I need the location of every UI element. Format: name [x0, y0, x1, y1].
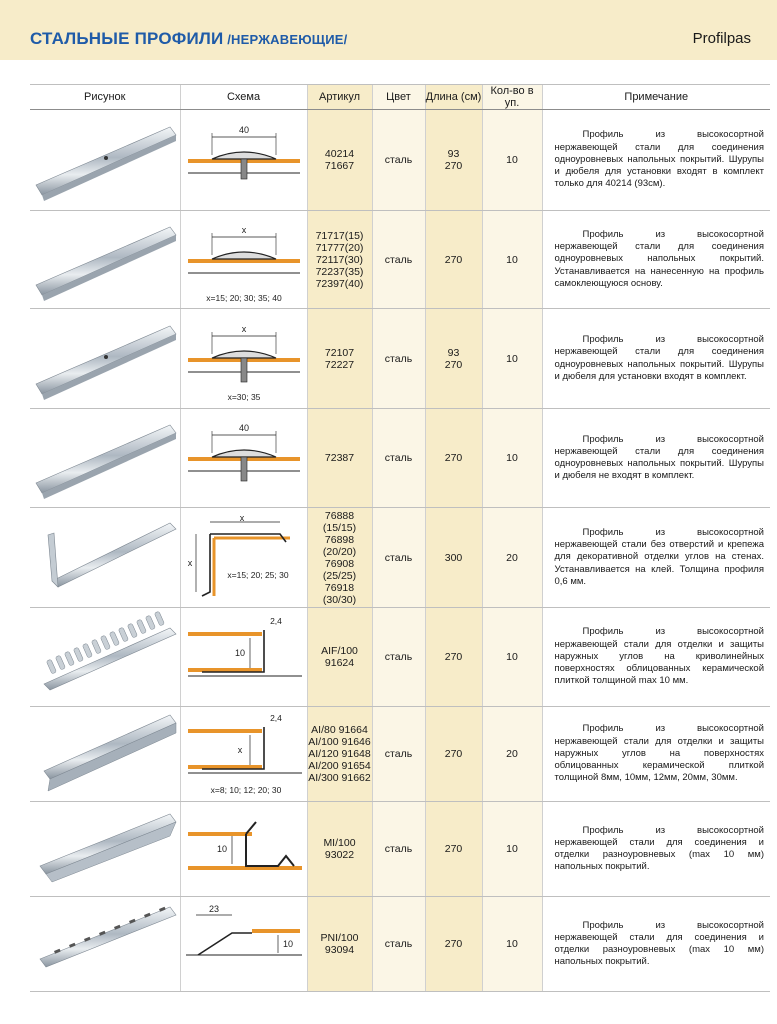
article-code: 76888 (15/15)	[322, 509, 357, 534]
note-text: Профиль из высокосортной нержавеющей стали без отверстий и крепежа для декоративной отделки углов на стенах. Устанавливается на клей. Толщина профиля 0,6 мм.	[554, 526, 764, 587]
color-cell: сталь	[372, 608, 425, 707]
article-code: PNI/100	[320, 932, 359, 944]
table-row	[30, 309, 770, 409]
length-value: 270	[444, 253, 463, 266]
length-cell	[425, 409, 482, 508]
article-code: MI/100	[323, 837, 356, 849]
header-article: Артикул	[307, 85, 372, 110]
profile-scheme	[180, 508, 307, 608]
note-cell	[542, 608, 770, 707]
svg-text:x=15; 20; 30; 35; 40: x=15; 20; 30; 35; 40	[205, 292, 282, 303]
svg-text:x=15; 20; 25; 30: x=15; 20; 25; 30	[226, 569, 289, 580]
note-text: Профиль из высокосортной нержавеющей стали для отделки и защиты наружных углов на криволинейных поверхностях облицованных керамической плиткой толщиной max 10 мм.	[554, 626, 764, 687]
qty-cell: 20	[482, 707, 542, 802]
qty-cell: 10	[482, 802, 542, 897]
length-cell	[425, 211, 482, 309]
article-code: 72237(35)	[315, 265, 364, 278]
article-code: 40214	[324, 148, 355, 160]
length-value: 270	[444, 358, 463, 371]
svg-text:x=30; 35: x=30; 35	[227, 391, 260, 402]
color-cell: сталь	[372, 802, 425, 897]
article-code: AIF/100	[321, 645, 358, 657]
product-image	[30, 309, 180, 409]
table-row	[30, 508, 770, 608]
note-cell	[542, 897, 770, 992]
product-image	[30, 508, 180, 608]
scheme-dim: x	[241, 224, 246, 235]
table-row	[30, 707, 770, 802]
article-code: 93094	[324, 944, 355, 956]
length-value: 270	[444, 748, 463, 760]
article-cell	[307, 211, 372, 309]
note-cell	[542, 508, 770, 608]
header-note: Примечание	[542, 85, 770, 110]
length-cell	[425, 508, 482, 608]
note-cell	[542, 802, 770, 897]
article-code: 72117(30)	[315, 253, 364, 266]
article-code: 76898 (20/20)	[322, 533, 357, 558]
note-text: Профиль из высокосортной нержавеющей стали для соединения одноуровневых напольных покрытий. Устанавливается на нанесенную на профиль самоклеющуюся основу.	[554, 228, 764, 289]
article-code: 91624	[324, 657, 355, 669]
color-cell: сталь	[372, 897, 425, 992]
note-text: Профиль из высокосортной нержавеющей стали для соединения одноуровневых напольных покрытий. Шурупы и дюбеля для установки входят в комплект.	[554, 334, 764, 382]
note-cell	[542, 309, 770, 409]
profile-scheme	[180, 802, 307, 897]
product-image	[30, 110, 180, 211]
note-text: Профиль из высокосортной нержавеющей стали для отделки и защиты наружных углов на поверхностях облицованных керамической плиткой толщиной 8мм, 10мм, 12мм, 20мм, 30мм.	[554, 723, 764, 784]
qty-cell: 10	[482, 211, 542, 309]
svg-text:10: 10	[282, 939, 293, 949]
note-text: Профиль из высокосортной нержавеющей стали для соединения и отделки разноуровневых (max 10 мм) напольных покрытий.	[554, 919, 764, 968]
scheme-dim: 40	[238, 423, 249, 433]
length-value: 270	[444, 843, 463, 855]
svg-text:2,4: 2,4	[269, 616, 282, 626]
article-code: 76908 (25/25)	[322, 557, 357, 582]
header-qty: Кол-во в уп.	[482, 85, 542, 110]
length-cell	[425, 707, 482, 802]
profile-scheme	[180, 309, 307, 409]
length-value: 300	[444, 551, 463, 564]
color-cell: сталь	[372, 409, 425, 508]
note-cell	[542, 211, 770, 309]
svg-text:x: x	[187, 557, 192, 568]
article-code: 93022	[324, 849, 355, 861]
svg-text:x: x	[237, 745, 242, 755]
product-image	[30, 608, 180, 707]
qty-cell: 10	[482, 309, 542, 409]
length-value: 270	[444, 651, 463, 663]
table-row	[30, 608, 770, 707]
article-cell	[307, 707, 372, 802]
length-value: 93	[447, 346, 460, 359]
length-cell	[425, 608, 482, 707]
profile-scheme	[180, 707, 307, 802]
article-cell	[307, 110, 372, 211]
profile-scheme	[180, 110, 307, 211]
article-code: AI/300 91662	[308, 772, 371, 784]
color-cell: сталь	[372, 707, 425, 802]
article-code: 76918 (30/30)	[322, 581, 357, 606]
color-cell: сталь	[372, 211, 425, 309]
color-cell: сталь	[372, 508, 425, 608]
svg-text:10: 10	[216, 844, 227, 854]
table-row	[30, 897, 770, 992]
article-cell	[307, 802, 372, 897]
qty-cell: 10	[482, 608, 542, 707]
article-cell	[307, 508, 372, 608]
article-code: AI/80 91664	[311, 724, 368, 736]
note-text: Профиль из высокосортной нержавеющей стали для соединения одноуровневых напольных покрытий. Шурупы и дюбеля для установки входят в комплект только для 40214 (93см).	[554, 129, 764, 190]
length-value: 270	[444, 452, 463, 464]
qty-cell: 10	[482, 110, 542, 211]
article-code: 72107	[324, 346, 355, 359]
profile-scheme	[180, 409, 307, 508]
table-row	[30, 802, 770, 897]
article-cell	[307, 409, 372, 508]
article-code: AI/200 91654	[308, 760, 371, 772]
svg-text:10: 10	[234, 648, 245, 658]
article-code: AI/100 91646	[308, 736, 371, 748]
article-cell	[307, 309, 372, 409]
note-text: Профиль из высокосортной нержавеющей стали для соединения одноуровневых напольных покрытий. Шурупы и дюбеля не входят в комплект.	[554, 433, 764, 482]
length-cell	[425, 897, 482, 992]
length-cell	[425, 802, 482, 897]
length-value: 270	[444, 938, 463, 950]
profile-scheme	[180, 897, 307, 992]
length-cell	[425, 110, 482, 211]
header-scheme: Схема	[180, 85, 307, 110]
product-image	[30, 707, 180, 802]
product-image	[30, 409, 180, 508]
product-image	[30, 211, 180, 309]
svg-text:23: 23	[208, 904, 219, 914]
article-code: 72387	[324, 452, 355, 464]
svg-text:x=8; 10; 12; 20; 30: x=8; 10; 12; 20; 30	[210, 785, 281, 795]
scheme-dim: x	[241, 323, 246, 334]
product-image	[30, 897, 180, 992]
svg-text:2,4: 2,4	[269, 713, 282, 723]
table-row	[30, 211, 770, 309]
table-header-row	[30, 85, 770, 110]
article-cell	[307, 897, 372, 992]
length-value: 270	[444, 160, 463, 172]
header-picture: Рисунок	[30, 85, 180, 110]
qty-cell: 10	[482, 897, 542, 992]
note-cell	[542, 110, 770, 211]
article-code: AI/120 91648	[308, 748, 371, 760]
header-length: Длина (см)	[425, 85, 482, 110]
color-cell: сталь	[372, 110, 425, 211]
note-cell	[542, 409, 770, 508]
article-code: 71717(15)	[315, 229, 364, 242]
length-cell	[425, 309, 482, 409]
article-cell	[307, 608, 372, 707]
qty-cell: 20	[482, 508, 542, 608]
profile-scheme	[180, 211, 307, 309]
page-title: СТАЛЬНЫЕ ПРОФИЛИ /НЕРЖАВЕЮЩИЕ/	[30, 29, 348, 48]
note-text: Профиль из высокосортной нержавеющей стали для соединения и отделки разноуровневых (max 10 мм) напольных покрытий.	[554, 824, 764, 873]
qty-cell: 10	[482, 409, 542, 508]
table-row	[30, 409, 770, 508]
brand-name: Profilpas	[692, 30, 751, 47]
note-cell	[542, 707, 770, 802]
table-row	[30, 110, 770, 211]
color-cell: сталь	[372, 309, 425, 409]
svg-text:x: x	[239, 512, 244, 523]
header-color: Цвет	[372, 85, 425, 110]
article-code: 71667	[324, 160, 355, 172]
article-code: 72227	[324, 358, 355, 371]
article-code: 71777(20)	[315, 241, 364, 254]
profiles-table	[30, 84, 770, 992]
product-image	[30, 802, 180, 897]
article-code: 72397(40)	[315, 277, 364, 290]
profile-scheme	[180, 608, 307, 707]
length-value: 93	[447, 148, 460, 160]
scheme-dim: 40	[238, 125, 249, 135]
